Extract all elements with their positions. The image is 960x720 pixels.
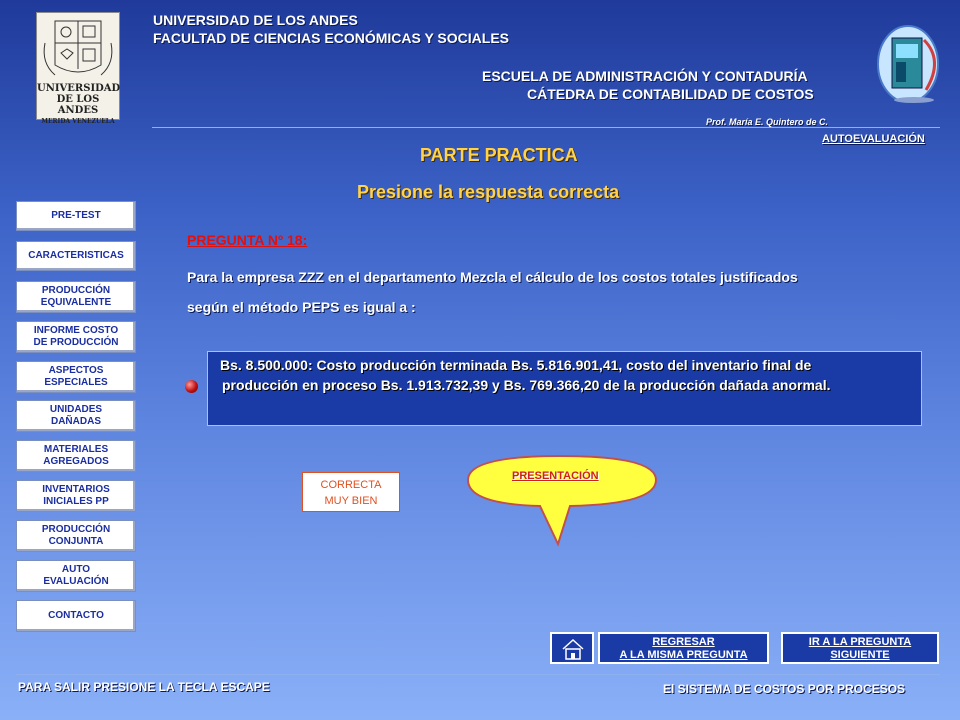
answer-option[interactable] xyxy=(207,351,922,426)
button-label: SIGUIENTE xyxy=(830,649,890,661)
page-title: PARTE PRACTICA xyxy=(420,145,578,165)
question-line: Para la empresa ZZZ en el departamento Mezcla el cálculo de los costos totales justificados xyxy=(187,269,798,285)
feedback-line: CORRECTA xyxy=(320,479,382,491)
university-name: UNIVERSIDAD DE LOS ANDES xyxy=(153,12,358,28)
autoevaluacion-link[interactable]: AUTOEVALUACIÓN xyxy=(822,133,925,145)
sidebar-item-label: ASPECTOS xyxy=(48,365,104,376)
sidebar-item-label: DE PRODUCCIÓN xyxy=(33,337,119,348)
page-subtitle: Presione la respuesta correcta xyxy=(357,182,620,202)
home-icon xyxy=(560,637,586,666)
faculty-name: FACULTAD DE CIENCIAS ECONÓMICAS Y SOCIALES xyxy=(153,30,509,46)
feedback-box xyxy=(302,472,400,512)
answer-bullet-icon xyxy=(185,380,198,393)
sidebar-item-label: CARACTERISTICAS xyxy=(28,250,124,261)
sidebar-item-produccion-conjunta[interactable] xyxy=(16,520,136,552)
sidebar-item-label: PRODUCCIÓN xyxy=(41,524,111,535)
chair-name: CÁTEDRA DE CONTABILIDAD DE COSTOS xyxy=(527,86,814,102)
sidebar-item-label: INICIALES PP xyxy=(43,496,109,507)
sidebar-item-materiales-agregados[interactable] xyxy=(16,440,136,472)
presentation-bubble[interactable] xyxy=(460,452,660,548)
presentation-label[interactable]: PRESENTACIÓN xyxy=(512,470,599,482)
school-name: ESCUELA DE ADMINISTRACIÓN Y CONTADURÍA xyxy=(482,68,808,84)
sidebar-item-produccion-equivalente[interactable] xyxy=(16,281,136,313)
sidebar-item-inventarios-iniciales[interactable] xyxy=(16,480,136,512)
question-number: PREGUNTA Nº 18: xyxy=(187,232,308,248)
professor-name: Prof. María E. Quintero de C. xyxy=(706,117,829,127)
decorative-computer-icon xyxy=(874,20,946,106)
sidebar-item-label: CONTACTO xyxy=(48,610,104,621)
sidebar-item-label: AGREGADOS xyxy=(43,456,109,467)
sidebar-item-label: PRODUCCIÓN xyxy=(41,285,111,296)
course-name: El SISTEMA DE COSTOS POR PROCESOS xyxy=(663,682,906,696)
sidebar-item-label: PRE-TEST xyxy=(51,210,101,221)
footer-divider xyxy=(16,674,940,675)
sidebar-item-pre-test[interactable] xyxy=(16,201,136,231)
logo-text: DE LOS ANDES xyxy=(56,94,100,116)
exit-hint: PARA SALIR PRESIONE LA TECLA ESCAPE xyxy=(18,680,270,694)
sidebar-item-label: INFORME COSTO xyxy=(33,325,119,336)
sidebar-item-label: UNIDADES xyxy=(49,404,103,415)
sidebar-item-label: DAÑADAS xyxy=(50,416,101,427)
sidebar-item-label: EQUIVALENTE xyxy=(40,297,112,308)
answer-line: Bs. 8.500.000: Costo producción terminada Bs. 5.816.901,41, costo del inventario final de xyxy=(220,357,812,373)
sidebar-item-caracteristicas[interactable] xyxy=(16,241,136,271)
sidebar-item-label: INVENTARIOS xyxy=(42,484,110,495)
sidebar-item-label: AUTO xyxy=(61,564,91,575)
next-question-button[interactable] xyxy=(781,632,939,664)
sidebar-item-label: MATERIALES xyxy=(43,444,109,455)
answer-line: producción en proceso Bs. 1.913.732,39 y Bs. 769.366,20 de la producción dañada anormal. xyxy=(222,377,831,393)
question-text xyxy=(187,262,907,322)
back-same-question-button[interactable] xyxy=(598,632,769,664)
sidebar-item-unidades-danadas[interactable] xyxy=(16,400,136,432)
sidebar-item-aspectos-especiales[interactable] xyxy=(16,361,136,393)
logo-text: MERIDA VENEZUELA xyxy=(41,118,115,125)
sidebar-item-label: EVALUACIÓN xyxy=(43,576,109,587)
button-label: A LA MISMA PREGUNTA xyxy=(619,649,748,661)
header-divider xyxy=(152,127,940,128)
sidebar-item-label: ESPECIALES xyxy=(44,377,108,388)
button-label: REGRESAR xyxy=(652,636,715,648)
sidebar-item-informe-costo[interactable] xyxy=(16,321,136,353)
question-line: según el método PEPS es igual a : xyxy=(187,299,416,315)
sidebar-item-contacto[interactable] xyxy=(16,600,136,632)
university-logo xyxy=(36,12,121,125)
button-label: IR A LA PREGUNTA xyxy=(808,636,912,648)
sidebar-item-auto-evaluacion[interactable] xyxy=(16,560,136,592)
sidebar-item-label: CONJUNTA xyxy=(48,536,104,547)
home-button[interactable] xyxy=(550,632,594,664)
logo-text: UNIVERSIDAD xyxy=(37,83,121,94)
feedback-line: MUY BIEN xyxy=(324,495,378,507)
